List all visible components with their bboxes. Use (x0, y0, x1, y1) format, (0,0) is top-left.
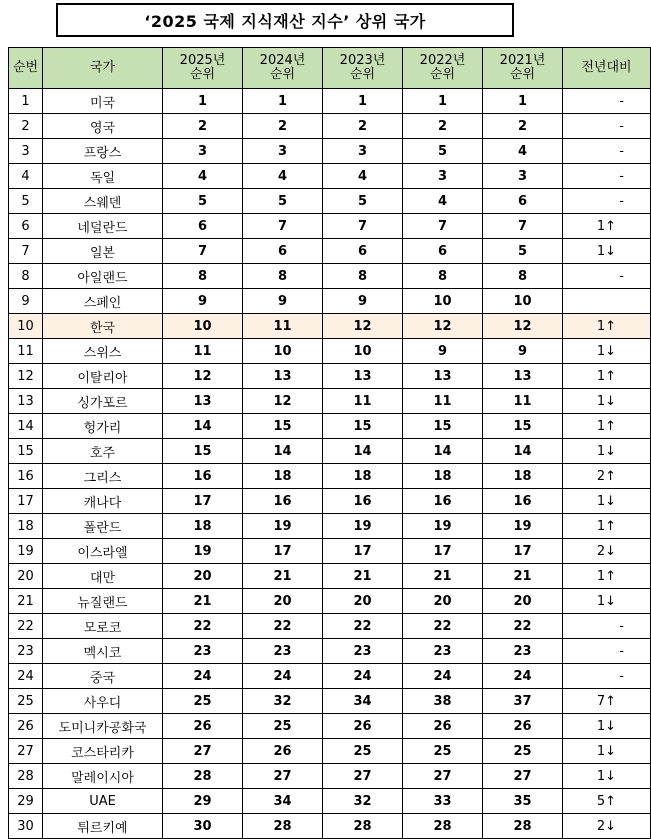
rank-2025-cell: 21 (163, 589, 243, 614)
country-cell: 스위스 (43, 339, 163, 364)
rank-2021-cell: 22 (483, 614, 563, 639)
country-cell: 뉴질랜드 (43, 589, 163, 614)
rank-2025-cell: 16 (163, 464, 243, 489)
rank-2023-cell: 25 (323, 739, 403, 764)
rank-2025-cell: 22 (163, 614, 243, 639)
rank-2023-cell: 12 (323, 314, 403, 339)
rank-2024-cell: 18 (243, 464, 323, 489)
rank-2022-cell: 25 (403, 739, 483, 764)
country-cell: 네덜란드 (43, 214, 163, 239)
country-cell: 스웨덴 (43, 189, 163, 214)
rank-cell: 22 (9, 614, 43, 639)
rank-2025-cell: 19 (163, 539, 243, 564)
rank-2024-cell: 14 (243, 439, 323, 464)
rank-cell: 28 (9, 764, 43, 789)
rank-cell: 7 (9, 239, 43, 264)
rank-2021-cell: 11 (483, 389, 563, 414)
rank-2023-cell: 5 (323, 189, 403, 214)
rank-2024-cell: 6 (243, 239, 323, 264)
rank-cell: 25 (9, 689, 43, 714)
table-row (9, 114, 651, 139)
rank-2021-cell: 7 (483, 214, 563, 239)
rank-2025-cell: 23 (163, 639, 243, 664)
rank-cell: 26 (9, 714, 43, 739)
rank-cell: 15 (9, 439, 43, 464)
table-row (9, 239, 651, 264)
rank-2023-cell: 24 (323, 664, 403, 689)
rank-2023-cell: 15 (323, 414, 403, 439)
rank-2025-cell: 14 (163, 414, 243, 439)
rank-2023-cell: 27 (323, 764, 403, 789)
change-cell: 1↓ (563, 339, 651, 364)
country-cell: 프랑스 (43, 139, 163, 164)
rank-cell: 6 (9, 214, 43, 239)
table-row (9, 439, 651, 464)
table-row (9, 489, 651, 514)
rank-2023-cell: 34 (323, 689, 403, 714)
country-cell: 이스라엘 (43, 539, 163, 564)
table-row (9, 164, 651, 189)
country-cell: 멕시코 (43, 639, 163, 664)
rank-cell: 17 (9, 489, 43, 514)
rank-cell: 13 (9, 389, 43, 414)
rank-cell: 12 (9, 364, 43, 389)
table-row (9, 514, 651, 539)
rank-2024-cell: 21 (243, 564, 323, 589)
rank-2022-cell: 15 (403, 414, 483, 439)
rank-2021-cell: 17 (483, 539, 563, 564)
country-cell: 헝가리 (43, 414, 163, 439)
rank-2021-cell: 1 (483, 89, 563, 114)
rank-cell: 14 (9, 414, 43, 439)
change-cell: 1↓ (563, 489, 651, 514)
table-header-row (9, 48, 651, 89)
rank-2025-cell: 11 (163, 339, 243, 364)
rank-2024-cell: 28 (243, 814, 323, 839)
rank-2024-cell: 13 (243, 364, 323, 389)
change-cell: - (563, 164, 651, 189)
rank-2022-cell: 23 (403, 639, 483, 664)
rank-cell: 27 (9, 739, 43, 764)
table-row (9, 814, 651, 839)
table-row (9, 614, 651, 639)
rank-2021-cell: 23 (483, 639, 563, 664)
header-change: 전년대비 (563, 48, 651, 89)
table-row (9, 664, 651, 689)
country-cell: 아일랜드 (43, 264, 163, 289)
rank-2021-cell: 4 (483, 139, 563, 164)
rank-2021-cell: 20 (483, 589, 563, 614)
rank-2023-cell: 14 (323, 439, 403, 464)
header-2021: 2021년 순위 (483, 48, 563, 89)
country-cell: 캐나다 (43, 489, 163, 514)
country-cell: 모로코 (43, 614, 163, 639)
rank-2024-cell: 26 (243, 739, 323, 764)
table-row (9, 739, 651, 764)
rank-2024-cell: 3 (243, 139, 323, 164)
rank-cell: 20 (9, 564, 43, 589)
rank-2023-cell: 22 (323, 614, 403, 639)
rank-2021-cell: 3 (483, 164, 563, 189)
rank-2024-cell: 25 (243, 714, 323, 739)
header-country: 국가 (43, 48, 163, 89)
rank-2021-cell: 8 (483, 264, 563, 289)
change-cell: 1↑ (563, 414, 651, 439)
country-cell: 튀르키예 (43, 814, 163, 839)
rank-2022-cell: 2 (403, 114, 483, 139)
country-cell: 일본 (43, 239, 163, 264)
rank-2022-cell: 10 (403, 289, 483, 314)
rank-cell: 5 (9, 189, 43, 214)
table-row (9, 289, 651, 314)
rank-2024-cell: 34 (243, 789, 323, 814)
rank-2025-cell: 8 (163, 264, 243, 289)
rank-2022-cell: 22 (403, 614, 483, 639)
table-row (9, 339, 651, 364)
rank-2021-cell: 15 (483, 414, 563, 439)
rank-2025-cell: 20 (163, 564, 243, 589)
rank-2024-cell: 20 (243, 589, 323, 614)
rank-2023-cell: 2 (323, 114, 403, 139)
table-row (9, 264, 651, 289)
rank-2025-cell: 13 (163, 389, 243, 414)
rank-cell: 3 (9, 139, 43, 164)
rank-cell: 16 (9, 464, 43, 489)
change-cell: 1↓ (563, 389, 651, 414)
change-cell: 1↓ (563, 239, 651, 264)
table-row (9, 764, 651, 789)
rank-2025-cell: 6 (163, 214, 243, 239)
rank-2025-cell: 26 (163, 714, 243, 739)
rank-2021-cell: 10 (483, 289, 563, 314)
rank-2023-cell: 32 (323, 789, 403, 814)
table-row (9, 414, 651, 439)
rank-2022-cell: 33 (403, 789, 483, 814)
country-cell: 영국 (43, 114, 163, 139)
rank-2023-cell: 26 (323, 714, 403, 739)
rank-2021-cell: 35 (483, 789, 563, 814)
country-cell: 싱가포르 (43, 389, 163, 414)
table-row (9, 564, 651, 589)
change-cell: 1↓ (563, 589, 651, 614)
rank-2023-cell: 9 (323, 289, 403, 314)
rank-2021-cell: 18 (483, 464, 563, 489)
rank-2025-cell: 30 (163, 814, 243, 839)
change-cell: - (563, 264, 651, 289)
rank-cell: 24 (9, 664, 43, 689)
rank-2022-cell: 20 (403, 589, 483, 614)
change-cell: - (563, 664, 651, 689)
rank-2023-cell: 23 (323, 639, 403, 664)
change-cell: - (563, 614, 651, 639)
rank-2021-cell: 12 (483, 314, 563, 339)
rank-2022-cell: 14 (403, 439, 483, 464)
table-row (9, 789, 651, 814)
rank-2023-cell: 21 (323, 564, 403, 589)
rank-2024-cell: 16 (243, 489, 323, 514)
rank-2022-cell: 17 (403, 539, 483, 564)
rank-2022-cell: 3 (403, 164, 483, 189)
rank-cell: 21 (9, 589, 43, 614)
rank-2024-cell: 24 (243, 664, 323, 689)
rank-2023-cell: 4 (323, 164, 403, 189)
rank-2025-cell: 27 (163, 739, 243, 764)
rank-2023-cell: 28 (323, 814, 403, 839)
table-row (9, 639, 651, 664)
country-cell: 한국 (43, 314, 163, 339)
country-cell: 도미니카공화국 (43, 714, 163, 739)
country-cell: 독일 (43, 164, 163, 189)
rank-cell: 10 (9, 314, 43, 339)
rank-cell: 30 (9, 814, 43, 839)
rank-2024-cell: 23 (243, 639, 323, 664)
table-row (9, 364, 651, 389)
rank-2022-cell: 16 (403, 489, 483, 514)
rank-2025-cell: 15 (163, 439, 243, 464)
rank-2023-cell: 16 (323, 489, 403, 514)
rank-2025-cell: 4 (163, 164, 243, 189)
rank-2023-cell: 10 (323, 339, 403, 364)
rank-2021-cell: 16 (483, 489, 563, 514)
rank-2025-cell: 12 (163, 364, 243, 389)
change-cell: 1↑ (563, 214, 651, 239)
rank-2024-cell: 17 (243, 539, 323, 564)
table-row (9, 189, 651, 214)
change-cell: 1↓ (563, 764, 651, 789)
country-cell: 그리스 (43, 464, 163, 489)
table-row (9, 139, 651, 164)
country-cell: 코스타리카 (43, 739, 163, 764)
table-row (9, 714, 651, 739)
rank-cell: 9 (9, 289, 43, 314)
rank-2025-cell: 25 (163, 689, 243, 714)
rank-2024-cell: 7 (243, 214, 323, 239)
ranking-table (8, 47, 651, 839)
change-cell: - (563, 189, 651, 214)
table-row (9, 464, 651, 489)
header-2023: 2023년 순위 (323, 48, 403, 89)
rank-2022-cell: 19 (403, 514, 483, 539)
country-cell: UAE (43, 789, 163, 814)
change-cell: - (563, 639, 651, 664)
country-cell: 스페인 (43, 289, 163, 314)
rank-2025-cell: 7 (163, 239, 243, 264)
change-cell: 1↑ (563, 364, 651, 389)
rank-2022-cell: 9 (403, 339, 483, 364)
rank-2025-cell: 10 (163, 314, 243, 339)
country-cell: 대만 (43, 564, 163, 589)
rank-2022-cell: 26 (403, 714, 483, 739)
country-cell: 이탈리아 (43, 364, 163, 389)
rank-2022-cell: 7 (403, 214, 483, 239)
table-row (9, 689, 651, 714)
rank-2024-cell: 5 (243, 189, 323, 214)
country-cell: 폴란드 (43, 514, 163, 539)
rank-2022-cell: 8 (403, 264, 483, 289)
rank-cell: 23 (9, 639, 43, 664)
header-2025: 2025년 순위 (163, 48, 243, 89)
rank-2021-cell: 26 (483, 714, 563, 739)
rank-2023-cell: 3 (323, 139, 403, 164)
rank-2023-cell: 6 (323, 239, 403, 264)
rank-2021-cell: 27 (483, 764, 563, 789)
rank-2023-cell: 18 (323, 464, 403, 489)
rank-2025-cell: 28 (163, 764, 243, 789)
change-cell: 1↑ (563, 514, 651, 539)
rank-2022-cell: 6 (403, 239, 483, 264)
country-cell: 미국 (43, 89, 163, 114)
rank-2024-cell: 32 (243, 689, 323, 714)
rank-2021-cell: 2 (483, 114, 563, 139)
rank-2022-cell: 27 (403, 764, 483, 789)
rank-2024-cell: 2 (243, 114, 323, 139)
rank-cell: 11 (9, 339, 43, 364)
rank-2021-cell: 9 (483, 339, 563, 364)
rank-2024-cell: 27 (243, 764, 323, 789)
rank-2025-cell: 1 (163, 89, 243, 114)
rank-2022-cell: 11 (403, 389, 483, 414)
rank-2022-cell: 12 (403, 314, 483, 339)
table-row (9, 214, 651, 239)
rank-2022-cell: 5 (403, 139, 483, 164)
rank-2022-cell: 18 (403, 464, 483, 489)
rank-2021-cell: 6 (483, 189, 563, 214)
rank-2021-cell: 5 (483, 239, 563, 264)
rank-2022-cell: 38 (403, 689, 483, 714)
rank-2023-cell: 19 (323, 514, 403, 539)
country-cell: 사우디 (43, 689, 163, 714)
rank-2022-cell: 4 (403, 189, 483, 214)
rank-2025-cell: 5 (163, 189, 243, 214)
change-cell: - (563, 139, 651, 164)
rank-2021-cell: 37 (483, 689, 563, 714)
rank-2021-cell: 28 (483, 814, 563, 839)
rank-2023-cell: 7 (323, 214, 403, 239)
rank-2023-cell: 13 (323, 364, 403, 389)
rank-2024-cell: 10 (243, 339, 323, 364)
change-cell: 1↑ (563, 564, 651, 589)
rank-2025-cell: 2 (163, 114, 243, 139)
rank-2024-cell: 8 (243, 264, 323, 289)
rank-2021-cell: 13 (483, 364, 563, 389)
rank-2021-cell: 25 (483, 739, 563, 764)
change-cell: 7↑ (563, 689, 651, 714)
rank-2024-cell: 4 (243, 164, 323, 189)
rank-2021-cell: 24 (483, 664, 563, 689)
header-2024: 2024년 순위 (243, 48, 323, 89)
table-row (9, 539, 651, 564)
rank-2024-cell: 15 (243, 414, 323, 439)
rank-2025-cell: 29 (163, 789, 243, 814)
change-cell: - (563, 114, 651, 139)
header-rank: 순번 (9, 48, 43, 89)
table-row (9, 314, 651, 339)
rank-2024-cell: 22 (243, 614, 323, 639)
rank-2023-cell: 20 (323, 589, 403, 614)
rank-cell: 2 (9, 114, 43, 139)
table-row (9, 589, 651, 614)
rank-2023-cell: 8 (323, 264, 403, 289)
rank-2021-cell: 21 (483, 564, 563, 589)
rank-2024-cell: 11 (243, 314, 323, 339)
table-row (9, 89, 651, 114)
rank-2024-cell: 12 (243, 389, 323, 414)
rank-2022-cell: 13 (403, 364, 483, 389)
country-cell: 말레이시아 (43, 764, 163, 789)
rank-2025-cell: 24 (163, 664, 243, 689)
change-cell (563, 289, 651, 314)
rank-2022-cell: 24 (403, 664, 483, 689)
page-title: ‘2025 국제 지식재산 지수’ 상위 국가 (56, 3, 514, 37)
rank-cell: 1 (9, 89, 43, 114)
rank-cell: 29 (9, 789, 43, 814)
rank-cell: 18 (9, 514, 43, 539)
rank-2025-cell: 18 (163, 514, 243, 539)
change-cell: 2↑ (563, 464, 651, 489)
change-cell: 1↓ (563, 439, 651, 464)
rank-2025-cell: 3 (163, 139, 243, 164)
change-cell: 2↓ (563, 814, 651, 839)
change-cell: 1↑ (563, 314, 651, 339)
change-cell: 5↑ (563, 789, 651, 814)
rank-2024-cell: 9 (243, 289, 323, 314)
rank-2022-cell: 28 (403, 814, 483, 839)
header-2022: 2022년 순위 (403, 48, 483, 89)
rank-2022-cell: 21 (403, 564, 483, 589)
change-cell: - (563, 89, 651, 114)
rank-2023-cell: 1 (323, 89, 403, 114)
rank-cell: 19 (9, 539, 43, 564)
rank-cell: 8 (9, 264, 43, 289)
rank-cell: 4 (9, 164, 43, 189)
rank-2023-cell: 17 (323, 539, 403, 564)
country-cell: 중국 (43, 664, 163, 689)
rank-2025-cell: 17 (163, 489, 243, 514)
rank-2025-cell: 9 (163, 289, 243, 314)
change-cell: 2↓ (563, 539, 651, 564)
rank-2024-cell: 19 (243, 514, 323, 539)
country-cell: 호주 (43, 439, 163, 464)
change-cell: 1↓ (563, 714, 651, 739)
change-cell: 1↓ (563, 739, 651, 764)
rank-2024-cell: 1 (243, 89, 323, 114)
table-row (9, 389, 651, 414)
rank-2023-cell: 11 (323, 389, 403, 414)
rank-2021-cell: 14 (483, 439, 563, 464)
rank-2021-cell: 19 (483, 514, 563, 539)
rank-2022-cell: 1 (403, 89, 483, 114)
